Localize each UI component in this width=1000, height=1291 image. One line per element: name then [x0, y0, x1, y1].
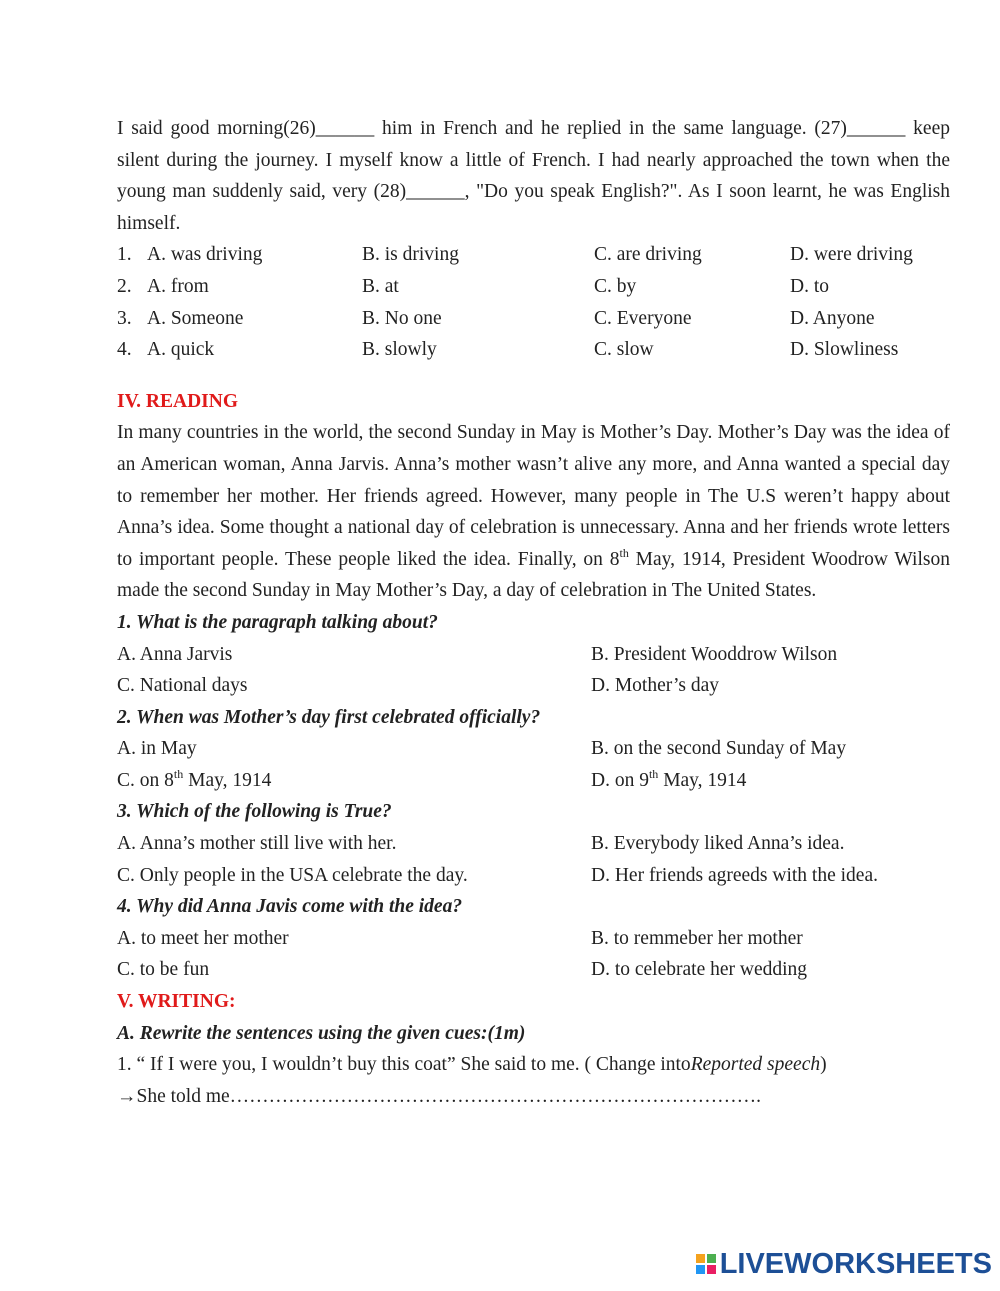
liveworksheets-watermark: [696, 1247, 992, 1281]
option-c[interactable]: C. are driving: [594, 244, 702, 266]
option-d[interactable]: D. to: [790, 275, 829, 297]
logo-square: [707, 1254, 716, 1263]
option-d-date: May, 1914: [658, 769, 747, 791]
option-d[interactable]: D. were driving: [790, 244, 913, 266]
option-b[interactable]: B. is driving: [362, 244, 459, 266]
option-d[interactable]: D. to celebrate her wedding: [591, 959, 808, 981]
option-a[interactable]: A. was driving: [147, 244, 263, 266]
answer-row: [117, 765, 950, 797]
answer-row: [117, 639, 950, 671]
option-b[interactable]: B. to remmeber her mother: [591, 927, 803, 949]
option-b[interactable]: B. Everybody liked Anna’s idea.: [591, 833, 845, 855]
option-c-text: C. on 8: [117, 769, 174, 791]
logo-square: [696, 1254, 705, 1263]
option-c[interactable]: C. to be fun: [117, 959, 210, 981]
option-a[interactable]: A. Anna Jarvis: [117, 643, 233, 665]
ordinal-suffix: th: [648, 766, 659, 781]
cloze-item: [117, 239, 950, 271]
cloze-item: [117, 271, 950, 303]
cloze-options: [117, 239, 950, 365]
answer-row: [117, 733, 950, 765]
answer-line[interactable]: →She told me……………………………………………………………………….: [117, 1085, 762, 1107]
option-b[interactable]: B. No one: [362, 307, 442, 329]
option-c[interactable]: [117, 765, 591, 797]
liveworksheets-logo-icon: [696, 1254, 716, 1274]
answer-row: [117, 923, 950, 955]
question-3: 3. Which of the following is True?: [117, 801, 392, 823]
item-number: 4.: [117, 339, 132, 361]
worksheet-page: [117, 113, 950, 1112]
closing-paren: ): [820, 1054, 827, 1076]
option-b[interactable]: B. on the second Sunday of May: [591, 738, 847, 760]
option-a[interactable]: A. in May: [117, 738, 197, 760]
option-b[interactable]: B. President Wooddrow Wilson: [591, 643, 838, 665]
option-a[interactable]: A. to meet her mother: [117, 927, 289, 949]
option-c[interactable]: C. by: [594, 275, 637, 297]
answer-row: [117, 670, 950, 702]
reading-passage: [117, 417, 950, 607]
option-b[interactable]: B. at: [362, 275, 399, 297]
item-number: 1.: [117, 244, 132, 266]
answer-row: [117, 954, 950, 986]
option-c[interactable]: C. Only people in the USA celebrate the day.: [117, 864, 468, 886]
option-a[interactable]: A. from: [147, 275, 209, 297]
ordinal-suffix: th: [173, 766, 184, 781]
cloze-item: [117, 303, 950, 335]
option-c-date: May, 1914: [183, 769, 272, 791]
writing-sub-heading: A. Rewrite the sentences using the given cues:(1m): [117, 1022, 526, 1044]
reported-speech-label: Reported speech: [690, 1054, 821, 1076]
reading-passage-part-1: In many countries in the world, the second Sunday in May is Mother’s Day. Mother’s Day was the idea of an American woman, Anna Jarvis. Anna’s mother wasn’t alive any more, and Anna wanted a special day to remember her mother. Her friends agreed. However, many people in The U.S weren’t happy about Anna’s idea. Some thought a national day of celebration is unnecessary. Anna and her friends wrote letters to important people. These people liked the idea. Finally, on 8: [117, 422, 950, 570]
question-1: 1. What is the paragraph talking about?: [117, 611, 438, 633]
answer-row: [117, 860, 950, 892]
option-a[interactable]: A. Anna’s mother still live with her.: [117, 833, 397, 855]
question-4: 4. Why did Anna Javis come with the idea?: [117, 896, 463, 918]
writing-item-text: 1. “ If I were you, I wouldn’t buy this coat” She said to me. ( Change into: [117, 1054, 691, 1076]
item-number: 2.: [117, 275, 132, 297]
logo-square: [707, 1265, 716, 1274]
option-d[interactable]: [591, 765, 746, 797]
question-2: 2. When was Mother’s day first celebrated officially?: [117, 706, 541, 728]
option-d[interactable]: D. Her friends agreeds with the idea.: [591, 864, 878, 886]
writing-item-1: [117, 1049, 950, 1081]
ordinal-suffix: th: [619, 545, 629, 560]
option-c[interactable]: C. Everyone: [594, 307, 692, 329]
item-number: 3.: [117, 307, 132, 329]
option-d-text: D. on 9: [591, 769, 649, 791]
reading-passage-part-2: May, 1914, President Woodrow Wilson made the second Sunday in May Mother’s Day, a day of celebration in The United States.: [117, 548, 950, 602]
watermark-text: LIVEWORKSHEETS: [719, 1247, 992, 1280]
option-a[interactable]: A. quick: [147, 339, 215, 361]
option-c[interactable]: C. slow: [594, 339, 654, 361]
writing-heading: V. WRITING:: [117, 991, 236, 1013]
option-b[interactable]: B. slowly: [362, 339, 437, 361]
reading-heading: IV. READING: [117, 390, 238, 412]
option-d[interactable]: D. Slowliness: [790, 339, 899, 361]
option-d[interactable]: D. Mother’s day: [591, 675, 719, 697]
option-a[interactable]: A. Someone: [147, 307, 244, 329]
option-c[interactable]: C. National days: [117, 675, 248, 697]
logo-square: [696, 1265, 705, 1274]
answer-row: [117, 828, 950, 860]
cloze-passage: I said good morning(26)______ him in French and he replied in the same language. (27)______ keep silent during the journey. I myself know a little of French. I had nearly approached the town when the young man suddenly said, very (28)______, "Do you speak English?". As I soon learnt, he was English himself.: [117, 118, 950, 234]
cloze-item: [117, 334, 950, 366]
option-d[interactable]: D. Anyone: [790, 307, 875, 329]
